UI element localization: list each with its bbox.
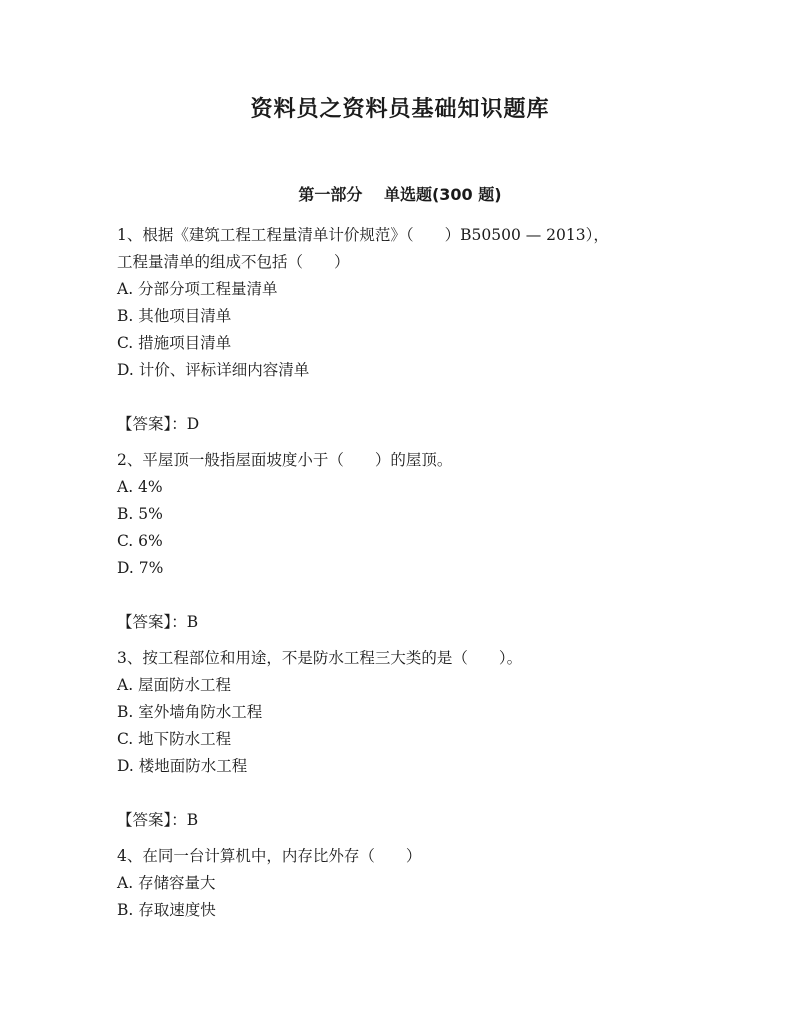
question-1: [117, 222, 687, 438]
question-2: [117, 447, 687, 636]
answer-value: D: [186, 415, 200, 433]
option-c: C. 6%: [117, 532, 163, 550]
question-3: [117, 645, 687, 834]
question-text: 1、根据《建筑工程工程量清单计价规范》（ ）B50500 — 2013），: [117, 226, 609, 244]
answer-line: [117, 609, 687, 636]
option-d: D. 楼地面防水工程: [117, 757, 248, 775]
section-title: 第一部分 单选题(300 题): [298, 185, 502, 204]
option-b: B. 存取速度快: [117, 901, 216, 919]
answer-label: 【答案】：: [117, 613, 187, 631]
question-text: 工程量清单的组成不包括（ ）: [117, 253, 350, 271]
document-title: 资料员之资料员基础知识题库: [250, 97, 550, 122]
option-a: A. 存储容量大: [117, 874, 216, 892]
question-4: [117, 843, 687, 924]
question-text: 4、在同一台计算机中，内存比外存（ ）: [117, 847, 422, 865]
option-b: B. 室外墙角防水工程: [117, 703, 263, 721]
answer-value: B: [186, 613, 199, 631]
answer-line: [117, 411, 687, 438]
option-b: B. 5%: [117, 505, 163, 523]
option-d: D. 计价、评标详细内容清单: [117, 361, 310, 379]
option-a: A. 屋面防水工程: [117, 676, 232, 694]
option-d: D. 7%: [117, 559, 164, 577]
option-c: C. 措施项目清单: [117, 334, 232, 352]
answer-value: B: [186, 811, 199, 829]
answer-label: 【答案】：: [117, 811, 187, 829]
answer-label: 【答案】：: [117, 415, 187, 433]
option-c: C. 地下防水工程: [117, 730, 232, 748]
option-a: A. 4%: [117, 478, 163, 496]
question-text: 2、平屋顶一般指屋面坡度小于（ ）的屋顶。: [117, 451, 453, 469]
option-b: B. 其他项目清单: [117, 307, 232, 325]
answer-line: [117, 807, 687, 834]
question-list: [117, 222, 687, 924]
question-text: 3、按工程部位和用途，不是防水工程三大类的是（ ）。: [117, 649, 523, 667]
option-a: A. 分部分项工程量清单: [117, 280, 278, 298]
